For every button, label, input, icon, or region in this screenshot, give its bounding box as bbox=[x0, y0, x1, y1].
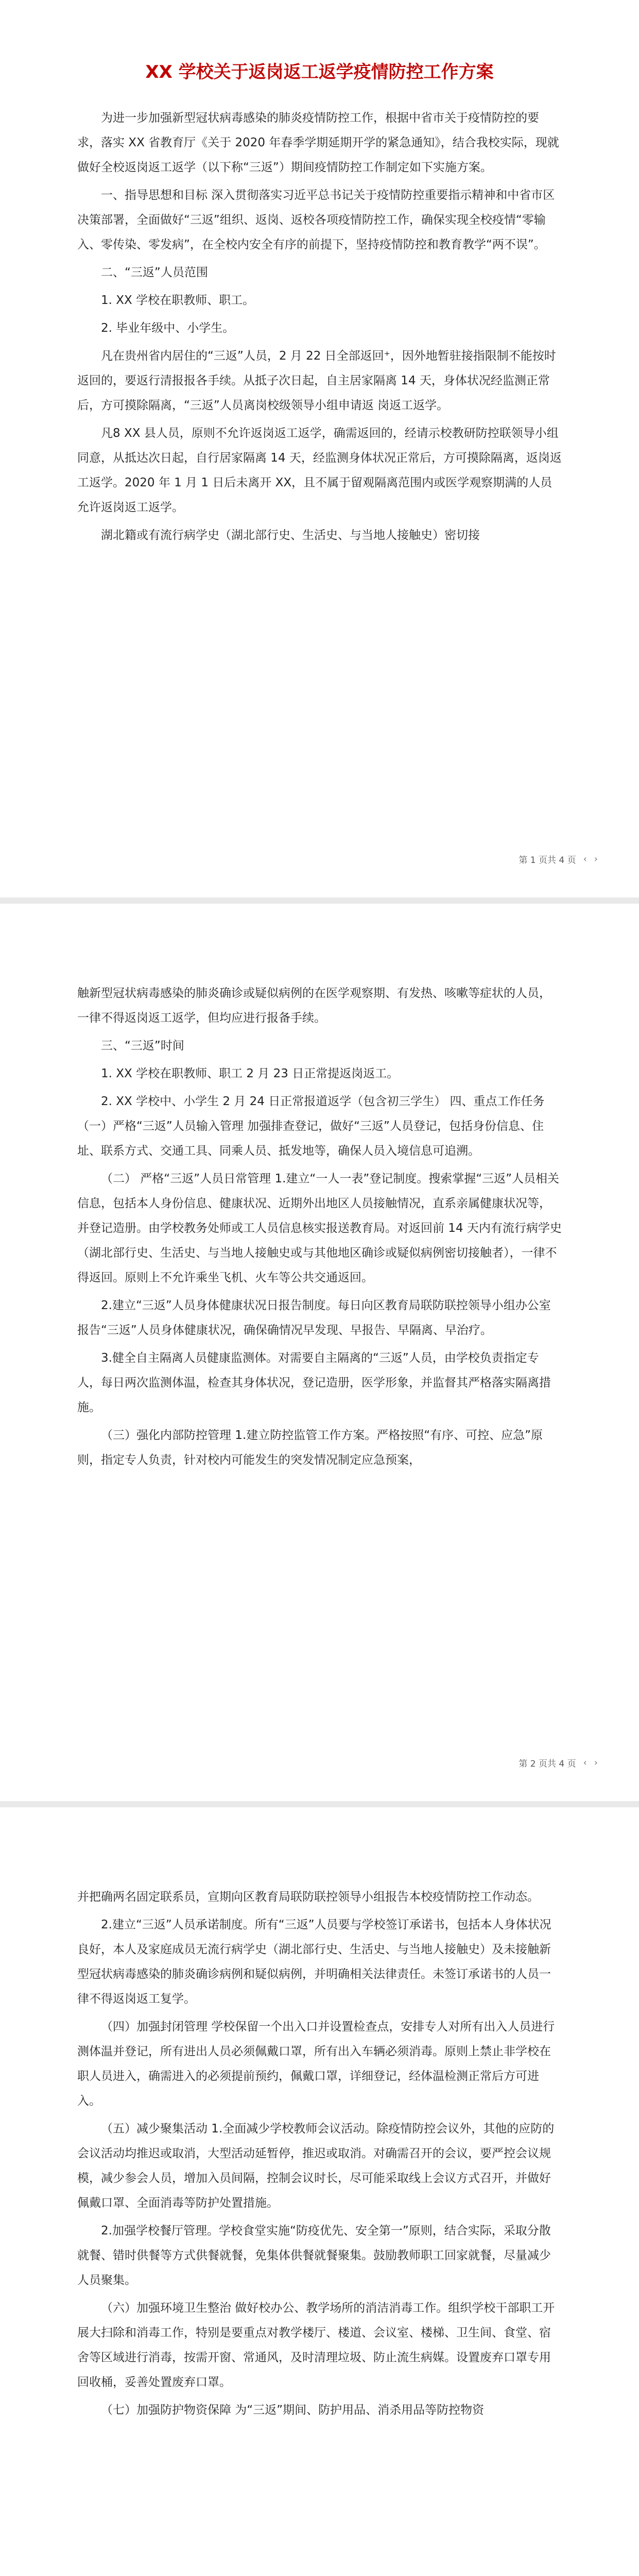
paragraph: 1. XX 学校在职教师、职工 2 月 23 日正常提返岗返工。 bbox=[101, 1067, 399, 1080]
page-1-body bbox=[77, 106, 562, 551]
paragraph: 凡在贵州省内居住的“三返”人员，2 月 22 日全部返回⁺，因外地暂驻接指限制不能按时返回的，要返行清报报各手续。从抵子次日起，自主居家隔离 14 天，身体状况经监测正常后，方可摸除隔离，“三返”人员离岗校级领导小组申请返 岗返工返学。 bbox=[77, 349, 556, 412]
paragraph: 1. XX 学校在职教师、职工。 bbox=[101, 294, 255, 307]
page-3-body bbox=[77, 1885, 562, 2426]
paragraph: 2.加强学校餐厅管理。学校食堂实施“防疫优先、安全第一”原则，结合实际，采取分散就餐、错时供餐等方式供餐就餐，免集体供餐就餐聚集。鼓励教师职工回家就餐，尽量减少人员聚集。 bbox=[77, 2224, 551, 2287]
paragraph: 2.建立“三返”人员身体健康状况日报告制度。每日向区教育局联防联控领导小组办公室报告“三返”人员身体健康状况，确保确情况早发现、早报告、早隔离、早治疗。 bbox=[77, 1299, 551, 1337]
paragraph: 一、指导思想和目标 深入贯彻落实习近平总书记关于疫情防控重要指示精神和中省市区决策部署，全面做好“三返”组织、返岗、返校各项疫情防控工作，确保实现全校疫情“零输入、零传染、零发病”，在全校内安全有序的前提下，坚持疫情防控和教育教学“两不误”。 bbox=[77, 189, 555, 251]
chevron-left-icon[interactable]: ‹ bbox=[583, 854, 587, 865]
paragraph: （三）强化内部防控管理 1.建立防控监管工作方案。严格按照“有序、可控、应急”原则，指定专人负责，针对校内可能发生的突发情况制定应急预案， bbox=[77, 1429, 543, 1467]
paragraph: （五）减少聚集活动 1.全面减少学校教师会议活动。除疫情防控会议外，其他的应防的会议活动均推迟或取消，大型活动延暂停，推迟或取消。对确需召开的会议，要严控会议规模，减少参会人员，增加入员间隔，控制会议时长，尽可能采取线上会议方式召开，并做好佩戴口罩、全面消毒等防护处置措施。 bbox=[77, 2122, 555, 2210]
document-page-1 bbox=[0, 0, 639, 904]
chevron-right-icon[interactable]: › bbox=[594, 854, 598, 865]
paragraph: 2.建立“三返”人员承诺制度。所有“三返”人员要与学校签订承诺书，包括本人身体状况良好，本人及家庭成员无流行病学史（湖北部行史、生活史、与当地人接触史）及未接触新型冠状病毒感染的肺炎确诊病例和疑似病例，并明确相关法律责任。未签订承诺书的人员一律不得返岗返工复学。 bbox=[77, 1918, 551, 2006]
page-number-label: 第 2 页共 4 页 bbox=[519, 1759, 576, 1769]
chevron-right-icon[interactable]: › bbox=[594, 1757, 598, 1768]
section-heading: 三、“三返”时间 bbox=[101, 1039, 184, 1053]
paragraph: （七）加强防护物资保障 为“三返”期间、防护用品、消杀用品等防控物资 bbox=[101, 2403, 485, 2417]
paragraph: 湖北籍或有流行病学史（湖北部行史、生活史、与当地人接触史）密切接 bbox=[101, 529, 480, 542]
document-page-2 bbox=[0, 904, 639, 1807]
paragraph: 触新型冠状病毒感染的肺炎确诊或疑似病例的在医学观察期、有发热、咳嗽等症状的人员，一律不得返岗返工返学，但均应进行报备手续。 bbox=[77, 987, 551, 1025]
chevron-left-icon[interactable]: ‹ bbox=[583, 1757, 587, 1768]
page-number-label: 第 1 页共 4 页 bbox=[519, 855, 576, 866]
page-footer bbox=[519, 1756, 598, 1769]
paragraph: （二） 严格“三返”人员日常管理 1.建立“一人一表”登记制度。搜索掌握“三返”人员相关信息，包括本人身份信息、健康状况、近期外出地区人员接触情况，直系亲属健康状况等，并登记造册。由学校教务处师或工人员信息核实报送教育局。对返回前 14 天内有流行病学史（湖北部行史、生活史、与当地人接触史或与其他地区确诊或疑似病例密切接触者），一律不得返回。原则上不允许乘坐飞机、火车等公共交通返回。 bbox=[77, 1172, 562, 1284]
paragraph: 2. 毕业年级中、小学生。 bbox=[101, 321, 235, 335]
paragraph: （四）加强封闭管理 学校保留一个出入口并设置检查点，安排专人对所有出入人员进行测体温并登记，所有进出人员必须佩戴口罩，所有出入车辆必须消毒。原则上禁止非学校在职人员进入，确需进入的必须提前预约，佩戴口罩，详细登记，经体温检测正常后方可进入。 bbox=[77, 2020, 555, 2108]
page-2-body bbox=[77, 981, 562, 1476]
paragraph: （六）加强环境卫生整治 做好校办公、教学场所的消洁消毒工作。组织学校干部职工开展大扫除和消毒工作，特别是要重点对教学楼厅、楼道、会议室、楼梯、卫生间、食堂、宿舍等区域进行消毒，按需开窗、常通风，及时清理垃圾、防止流生病媒。设置废弃口罩专用回收桶，妥善处置废弃口罩。 bbox=[77, 2301, 555, 2389]
page-footer bbox=[519, 853, 598, 866]
paragraph: 凡8 XX 县人员，原则不允许返岗返工返学，确需返回的，经请示校教研防控联领导小组同意，从抵达次日起，自行居家隔离 14 天，经监测身体状况正常后，方可摸除隔离，返岗返工返学。2020 年 1 月 1 日后未离开 XX，且不属于留观隔离范围内或医学观察期满的人员允许返岗返工返学。 bbox=[77, 427, 562, 514]
paragraph: 为进一步加强新型冠状病毒感染的肺炎疫情防控工作，根据中省市关于疫情防控的要求，落实 XX 省教育厅《关于 2020 年春季学期延期开学的紧急通知》，结合我校实际，现就做好全校返岗返工返学（以下称“三返”）期间疫情防控工作制定如下实施方案。 bbox=[77, 111, 559, 174]
paragraph: 3.健全自主隔离人员健康监测体。对需要自主隔离的“三返”人员，由学校负责指定专人，每日两次监测体温，检查其身体状况，登记造册，医学形象，并监督其严格落实隔离措施。 bbox=[77, 1351, 551, 1414]
document-title: XX 学校关于返岗返工返学疫情防控工作方案 bbox=[145, 62, 494, 82]
section-heading: 二、“三返”人员范围 bbox=[101, 266, 208, 279]
document-page-3 bbox=[0, 1807, 639, 2576]
paragraph: 并把确两名固定联系员，宣期向区教育局联防联控领导小组报告本校疫情防控工作动态。 bbox=[77, 1890, 539, 1904]
paragraph: 2. XX 学校中、小学生 2 月 24 日正常报道返学（包含初三学生） 四、重点工作任务（一）严格“三返”人员输入管理 加强排查登记，做好“三返”人员登记，包括身份信息、住址、联系方式、交通工具、同乘人员、抵发地等，确保人员入境信息可追溯。 bbox=[77, 1095, 545, 1158]
